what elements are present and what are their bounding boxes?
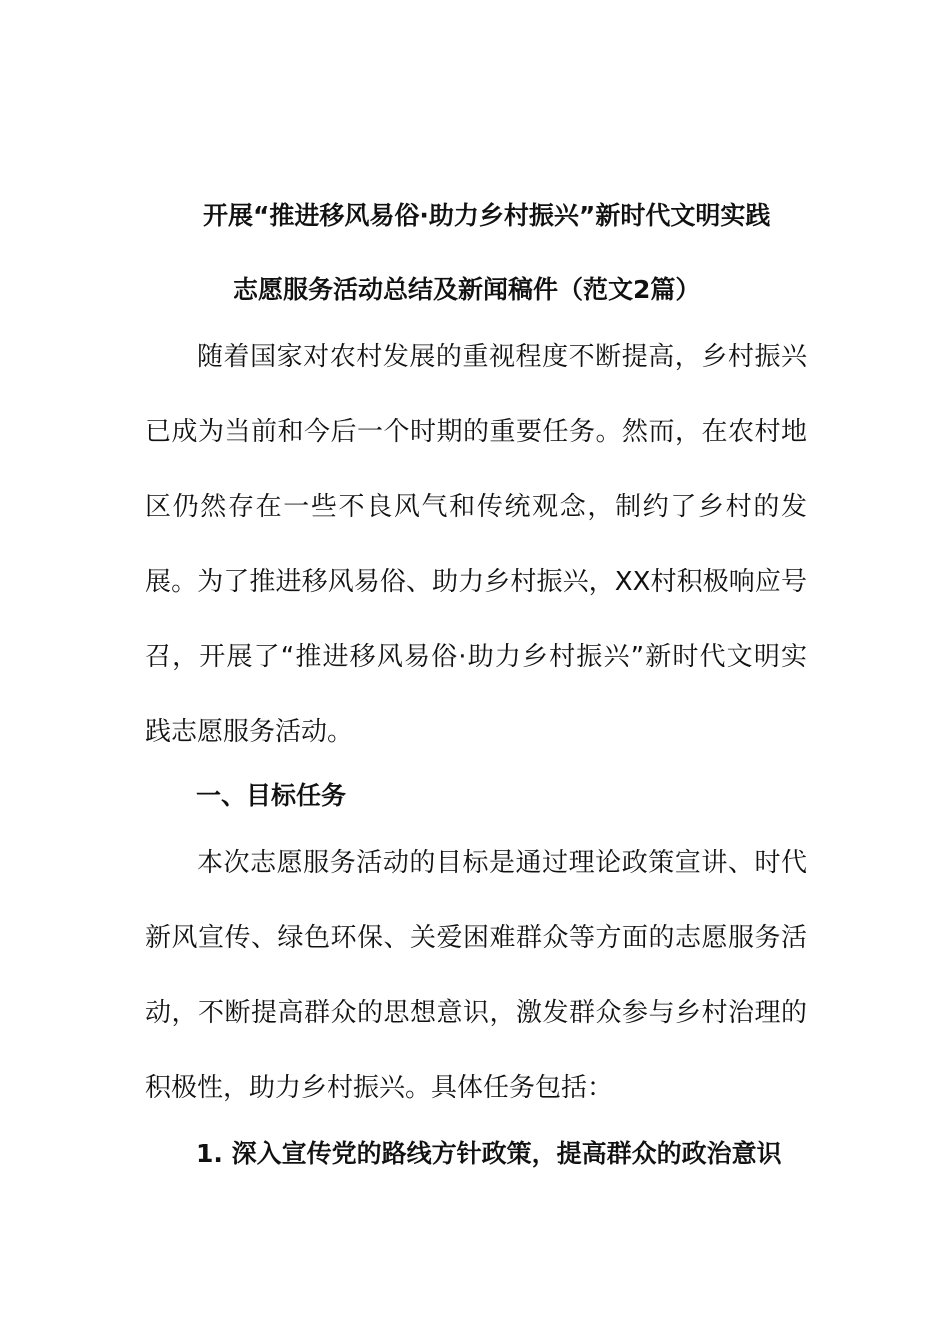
paragraph-line: 践志愿服务活动。	[145, 717, 354, 747]
document-title-line-1: 开展“推进移风易俗·助力乡村振兴”新时代文明实践	[203, 201, 771, 230]
paragraph-line: 动，不断提高群众的思想意识，激发群众参与乡村治理的	[145, 998, 807, 1028]
section-heading-goals: 一、目标任务	[196, 781, 347, 810]
paragraph-line: 展。为了推进移风易俗、助力乡村振兴，XX村积极响应号	[145, 567, 807, 597]
document-title-line-2: 志愿服务活动总结及新闻稿件（范文2篇）	[233, 275, 701, 304]
item-heading-1: 1. 深入宣传党的路线方针政策，提高群众的政治意识	[196, 1139, 782, 1168]
paragraph-goals	[145, 826, 807, 1126]
paragraph-line: 新风宣传、绿色环保、关爱困难群众等方面的志愿服务活	[145, 923, 807, 953]
paragraph-line: 本次志愿服务活动的目标是通过理论政策宣讲、时代	[197, 848, 807, 878]
paragraph-line: 已成为当前和今后一个时期的重要任务。然而，在农村地	[145, 417, 807, 447]
paragraph-line: 召，开展了“推进移风易俗·助力乡村振兴”新时代文明实	[145, 642, 807, 672]
paragraph-line: 积极性，助力乡村振兴。具体任务包括：	[145, 1073, 614, 1103]
paragraph-line: 区仍然存在一些不良风气和传统观念，制约了乡村的发	[145, 492, 807, 522]
paragraph-intro	[145, 320, 807, 770]
paragraph-line: 随着国家对农村发展的重视程度不断提高，乡村振兴	[197, 342, 807, 372]
